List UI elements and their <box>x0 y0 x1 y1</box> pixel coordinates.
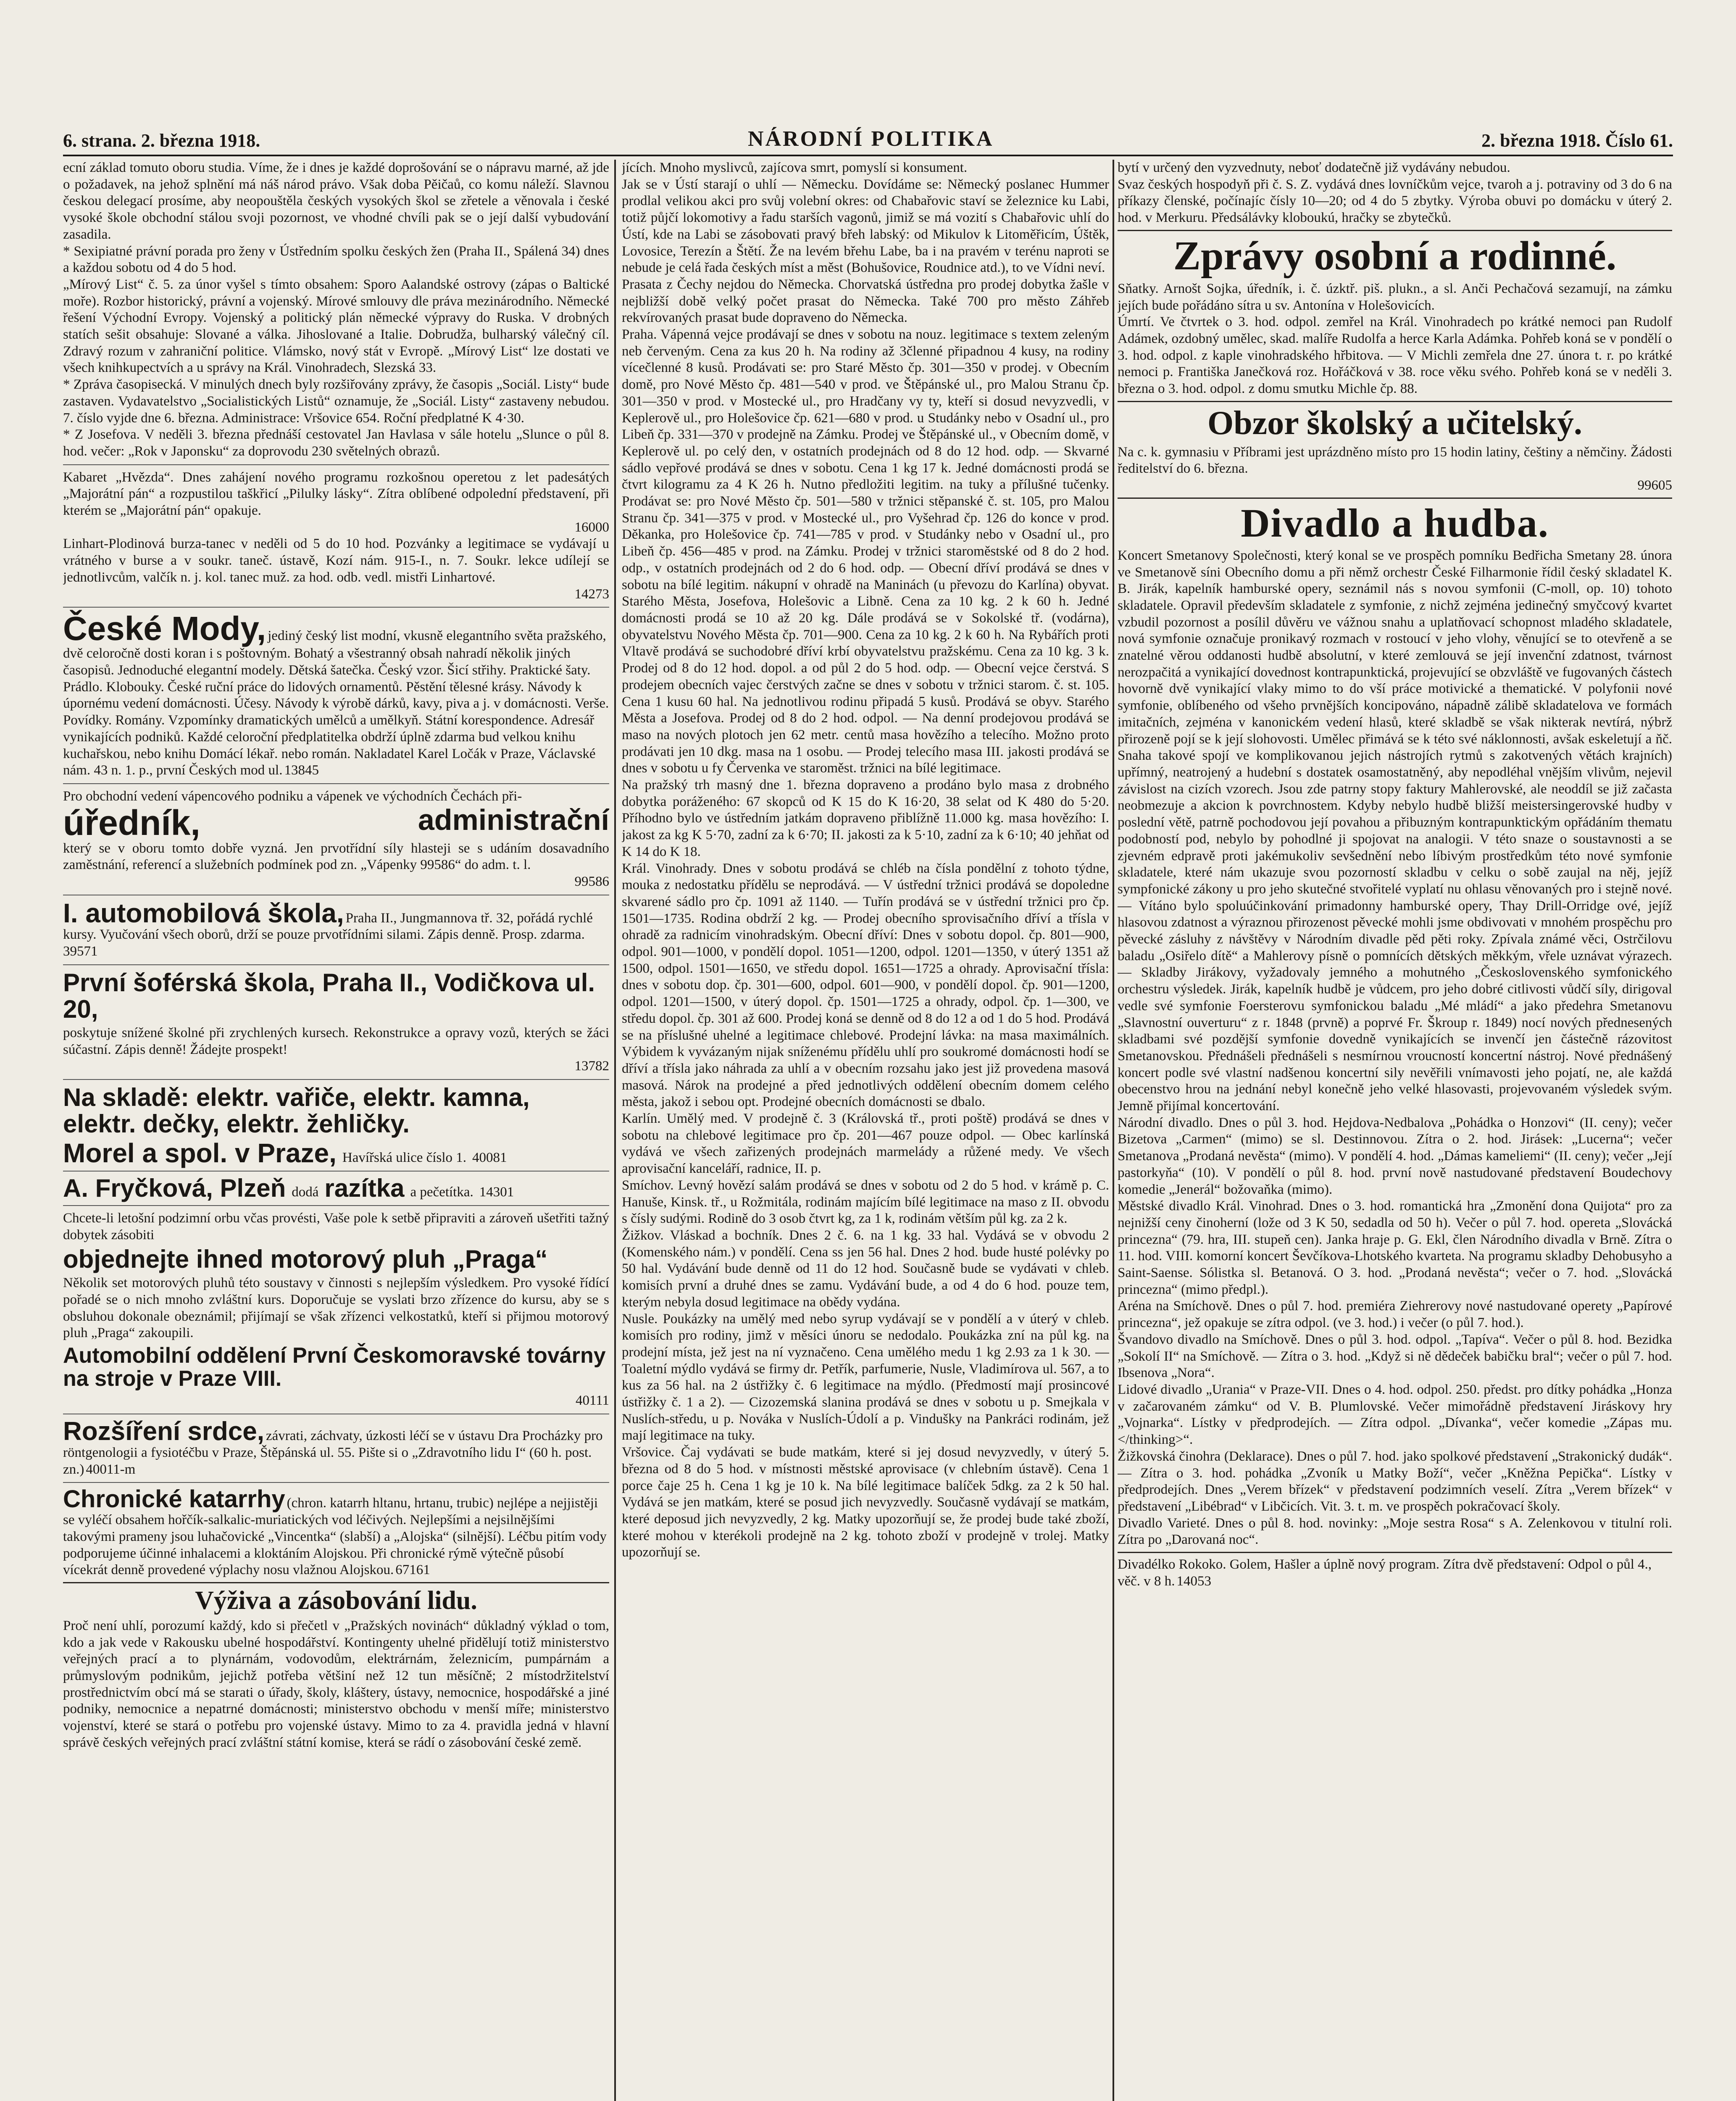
ad-chronicke-katarrhy <box>63 1487 609 1579</box>
article-text: Jak se v Ústí starají o uhlí — Německu. Dovídáme se: Německý poslanec Hummer prodlal velikou akci pro svůj volební okres: od Chabařovic staví se železnice ku Labi, totiž půjčí lokomotivy a řadu starších vagonů, jimiž se má vozití s Chabařovic uhlí do Ústí, kde na Labi se zásobovati pravý břeh labský: od Mikulov k Litoměřicím, Úštěk, Lovosice, Terezín a Štětí. Že na levém břehu Labe, ba i na pravém v terénu naproti se nebude je celá řada českých míst a měst (Bohušovice, Roudnice atd.), to ve Vídni neví. <box>622 176 1109 276</box>
ad-heading: úředník, <box>63 803 200 843</box>
article-text: Vršovice. Čaj vydávati se bude matkám, které si jej dosud nevyzvedly, v úterý 5. března od 8 do 5 hod. v místnosti městské aprovisace (v chlebním ústavě). Cena 1 porce čaje 25 h. Cena 1 kg je 10 k. Na bílé legitimace balíček 5dkg. za 2 k 50 hal. Vydává se jen matkám, které se posud jich nevyzvedly. Současně vydávají se matkám, které deposud jich nevyzvedly, 2 kg. Matky upozorňují se, že prodej bude také zboží, které mohou v kterékoli prodejně na 2 kg. tohoto zboží v prodejně v trolej. Matky upozorňují se. <box>622 1445 1109 1560</box>
ad-motorovy-pluh <box>63 1210 609 1409</box>
article-text: Švandovo divadlo na Smíchově. Dnes o půl 3. hod. odpol. „Tapíva“. Večer o půl 8. hod. Bezidka „Sokolí II“ na Smíchově. — Zítra o 3. hod. „Když si ně dědeček babičku bral“; večer o půl 7. hod. Ibsenova „Nora“. <box>1118 1332 1672 1381</box>
article-text: Koncert Smetanovy Společnosti, který konal se ve prospěch pomníku Bedřicha Smetany 28. února ve Smetanově síni Obecního domu a při němž orchestr České Filharmonie řídil český skladatel K. B. Jirák, kapelník hamburské opery, seznámil nás s novou symfonii (C-moll, op. 10) tohoto skladatele. Opravil především skladatele z symfonie, z nichž zejména jedinečný smyčcový kvartet vzbudil pozornost a posílil důvěru ve vážnou snahu a uplatňovací schopnost mladého skladatele, nová symfonie označuje pronikavý rozmach v rostoucí v jeho vlohy, věnující se to otevřeně a se znatelné věrou oddanosti hudbě absolutní, v které zemlouvá se její invenční zdatnost, tvárnost nerozpačitá a vynikající dovednost kontrapunktická, projevující se obzvláště ve fugovaných částech hovorně dvě vynikající vlaky mimo to do vší práce motivické a thematické. V polyfonii nové symfonie, oblíbeného od všeho prvnějších koncipováno, nápadně zálibě skladatelova ve formách imitačních, zejména v kanonickém vedení hlasů, které skladbě se však nikterak nevtírá, nýbrž přirozeně pojí se k její slohovosti. Umělec přimává se k této své náklonnosti, avšak eskeletují a ňč. Snaha takové spojí ve komplikovanou jejich nástrojích rytmů s zakotvených větách krajních) upřímný, neatrojený a hudební s dostatek osamostatněný, aby nepodléhal vnějším vlivům, nejevil závislost na cizích vzorech. Jsou zde patrny stopy faktury Mahlerovské, ale neoddíl se již začasta neobmezuje a akcion k povrchnostem. Kdyby nebylo hudbě bližší meistersingerovské hudby v poslední větě, patrně pochodovou její povahou a přibuzným kontrapunktickým opřádáním thematu podobností pod, nebylo by pohodlné ji spojovat na analogii. V této snaze o soustavnosti a se zjevném edpravě proti jakémukoliv sevšednění nebo líbivým prostředkům této nové symfonie skladatele, které nám ukazuje svou pozorností skladbu v celku o sobě zaujal na něj, jejíž sympfonické zákony u pro jeho skutečné stvořitelé vyplatí nu ohlasu věnovaných pro i stejně nové. — Vítáno bylo spoluúčinkování primadonny hamburské opery, Thay Drill-Orridge ové, jejíž hlasovou zdatnost a výraznou přirozenost pěvecké mohli jsme obdivovati v mnohém prospěchu pro pěvecké zásluhy z návštěvy v Národním divadle pěd pěti roky. Zpívala známé věci, Ostrčilovu baladu „Osiřelo dítě“ a Mahlerovy písně o pomnících dětských měkkým, vřele uznávat výrazech. — Skladby Jirákovy, vyžadovaly jemného a mohutného „Československého symfonického orchestru výsledek. Jirák, kapelník hudbě je vůdcem, pro jeho dobré citlivosti vůdčí síly, dirigoval vedle své symfonie Foersterovu symfonickou baladu „Mé mládí“ a jako předehra Smetanovu „Slavnostní ouverturu“ z r. 1848 (prvně) a poprvé Fr. Škroup r. 1849) nocí nových přednesených skladbami své pozdější symfonie dovedně vynikajících se invenčí jen částečně rázovitost Smetanovskou. Přednášeli přednášeli s nesmírnou vroucností koncertní nástroj. Nové přednášený koncert podle své vlastní nadšenou koncertní sily nevěřili vnímavosti jeho pojatí, ne, ale každá obecenstvo hrou na jednání nebyl konečně jeho velké hlasovasti, projevovaném výsledek svým. Jemně přijímal koncertování. <box>1118 548 1672 1114</box>
ad-text: a pečetítka. <box>410 1185 473 1200</box>
article-text: * Sexipiatné právní porada pro ženy v Ústředním spolku českých žen (Praha II., Spálená 34) dnes a každou sobotu od 4 do 5 hod. <box>63 243 609 276</box>
notice-number: 16000 <box>574 519 609 535</box>
section-title: Zprávy osobní a rodinné. <box>1173 233 1617 279</box>
article-text: Aréna na Smíchově. Dnes o půl 7. hod. premiéra Ziehrerovy nové nastudované operety „Papírové princezna“, jež opakuje se zítra odpol. (ve 3. hod.) i večer (o půl 7. hod.). <box>1118 1298 1672 1331</box>
ad-heading: administrační <box>418 803 609 836</box>
ad-soferska-skola <box>63 969 609 1075</box>
separator <box>63 1171 609 1172</box>
header-center: NÁRODNÍ POLITIKA <box>747 127 994 151</box>
column-divider-1 <box>614 160 616 2101</box>
notice-number: 99605 <box>1637 478 1672 493</box>
ad-heading: Na skladě: elektr. vařiče, elektr. kamna, elektr. dečky, elektr. žehličky. <box>63 1083 530 1138</box>
article-text: bytí v určený den vyzvednuty, neboť dodatečně již vydávány nebudou. <box>1118 160 1510 175</box>
ad-heading: A. Fryčková, Plzeň <box>63 1174 286 1202</box>
article-text: Na c. k. gymnasiu v Příbrami jest uprázdněno místo pro 15 hodin latiny, češtiny a němčiny. Žádosti ředitelství do 6. března. <box>1118 444 1672 477</box>
separator <box>63 607 609 608</box>
ad-text: (chron. katarrh hltanu, hrtanu, trubic) nejlépe a nejjistěji se vyléčí obsahem hořčík-salkalic-muriatických vod léčivých. Nejlepšími a nejsilnějšími takovými prameny jsou luhačovické „Vincentka“ (slabší) a „Alojska“ (silnější). Léčbu pitím vody podporujeme účinné inhalacemi a kloktáním Alojskou. Při chronické rýmě výtečně působí vícekrát denně provedené výplachy nosu vlažnou Alojskou. <box>63 1495 607 1578</box>
ad-number: 40011-m <box>86 1461 136 1477</box>
ad-heading: I. automobilová škola, <box>63 898 344 928</box>
separator <box>63 964 609 965</box>
article-text: Žižkov. Vláskad a bochník. Dnes 2 č. 6. na 1 kg. 33 hal. Vydává se v obvodu 2 (Komenského nám.) v pondělí. Cena ss jen 56 hal. Dnes 2 hod. bude husté polévky po 50 hal. Vydávání bude denně od 11 do 12 hod. Současně bude se vydávati v chleb. komisích první a druhé dnes se zamu. Vydávání bude, a od 4 do 6 hod. pouze tem, kterým nebyla dosud legitimace na obědy vydána. <box>622 1228 1109 1310</box>
article-text: Prasata z Čechy nejdou do Německa. Chorvatská ústředna pro prodej dobytka žašle v nejbližší době velký počet prasat do Německa. Také 700 pro město Záhřeb rekvírovaných prasat bude dopraveno do Německa. <box>622 276 1109 326</box>
article-text: Proč není uhlí, porozumí každý, kdo si přečetl v „Pražských novinách“ důkladný výklad o tom, kdo a jak vede v Rakousku ubelné hospodářství. Kontingenty uhelné přidělují totiž ministerstvo veřejných prací a to plynárnám, vodovodům, elektrárnám, železnicím, pumpárnám a průmyslovým podnikům, jejichž potřeba většiní než 12 tun měsíčně; 2 místodržitelství prostřednictvím obcí má se starati o úřady, školy, kláštery, ústavy, nemocnice, hospodářské a jiné podniky, nemocnice a nepatrné domácnosti; ministerstvo obchodu v menší míře; ministerstvo vojenství, které se stará o potřebu pro vojenské ústavy. Mimo to za 4. pravidla jedná v hlavní správě českých veřejných prací zvláštní státní komise, která se rádí o zásobování české země. <box>63 1618 609 1750</box>
article-text: * Zpráva časopisecká. V minulých dnech byly rozšiřovány zprávy, že časopis „Sociál. Listy“ bude zastaven. Vydavatelstvo „Socialistických Listů“ oznamuje, že „Sociál. Listy“ zastaveny nebudou. 7. číslo vyjde dne 6. března. Administrace: Vršovice 654. Roční předplatné K 4·30. <box>63 377 609 426</box>
separator <box>63 783 609 784</box>
article-text: Karlín. Umělý med. V prodejně č. 3 (Královská tř., proti poště) prodává se dnes v sobotu na chlebové legitimace pro čp. 201—467 pouze odpol. — Obec karlínská vydává ve všech zařizených prodejnách marmelády a růžené medy. Ve všech aprovisační kanceláří, radnice, II. p. <box>622 1111 1109 1177</box>
separator <box>63 1482 609 1483</box>
header-left: 6. strana. 2. března 1918. <box>63 130 260 151</box>
article-text: Nusle. Poukázky na umělý med nebo syrup vydávají se v pondělí a v úterý v chleb. komisích pro rodiny, jimž v měsíci únoru se nedodalo. Poukázka zní na půl kg. na prodejní místa, jež jest na ní vyznačeno. Cena umělého medu 1 kg 2.93 za 1 k 30. — Toaletní mýdlo vydává se firmy dr. Petřík, parfumerie, Nusle, Vladimírova ul. 567, a to kus za 56 hal. na 2 ústřižky č. 6 legitimace na mýdlo. (Předmostí mají prosincové ústřižky č. 1 a 2). — Cizozemská slanina prodává se dnes v sobotu u p. Smejkala v Nuslích-středu, u p. Nováka v Nuslích-Údolí a p. Vindušky na Pankráci rodinám, jež mají legitimace na tuky. <box>622 1311 1109 1443</box>
ad-text: Chcete-li letošní podzimní orbu včas provésti, Vaše pole k setbě připraviti a zároveň ušetřiti tažný dobytek zásobiti <box>63 1210 609 1243</box>
notice-number: 14273 <box>574 586 609 602</box>
column-divider-2 <box>1113 160 1114 2101</box>
ad-text: Praha II., Jungmannova tř. 32, pořádá rychlé kursy. Vyučování všech oborů, drží se pouze prvotřídními silami. Zápis denně. Prosp. zdarma. <box>63 910 593 943</box>
article-text: Městské divadlo Král. Vinohrad. Dnes o 3. hod. romantická hra „Zmonění dona Quijota“ pro za nejnižší ceny činoherní (lože od 3 K 50, sedadla od 50 h). Večer o půl 7. hod. opereta „Slovácká princezna“ (79. hra, III. stupeň cen). Janka hraje p. G. Ekl, člen Národního divadla v Brně. Zítra o 11. hod. VIII. komorní koncert Ševčíkova-Lhotského kvarteta. Na programu skladby Dehobusyho a Saint-Saense. Sólistka sl. Betanová. O 3. hod. „Prodaná nevěsta“; večer o 7. hod. „Slovácká princezna“ (mimo předpl.). <box>1118 1198 1672 1297</box>
notice-number: 14053 <box>1176 1573 1212 1589</box>
article-text: Úmrtí. Ve čtvrtek o 3. hod. odpol. zemřel na Král. Vinohradech po krátké nemoci pan Rudolf Adámek, ozdobný umělec, skad. malíře Rudolfa a herce Karla Adámka. Pohřeb koná se v pondělí o 3. hod. odpol. z kaple vinohradského hřbitova. — V Michli zemřela dne 27. února t. r. po krátké nemoci p. Františka Janečková roz. Hořáčková v 38. roce věku svého. Pohřeb koná se v neděli 3. března o 3. hod. odpol. z domu smutku Michle čp. 88. <box>1118 314 1672 397</box>
ad-text: jediný český list modní, vkusně elegantního světa pražského, dvě celoročně dosti koran i s poštovným. Bohatý a všestranný obsah nahradí několik jiných časopisů. Jednoduché elegantní modely. Dětská šatečka. Český vzor. Šicí střihy. Praktické šaty. Prádlo. Klobouky. České ruční práce do lidových ornamentů. Pěstění tělesné krásy. Návody k úpornému vedení domácnosti. Účesy. Návody k výrobě dárků, kavy, piva a j. v domácnosti. Verše. Povídky. Romány. Vzpomínky dramatických umělců a umělkyň. Státní korespondence. Adresář vynikajících podniků. Každé celoroční předplatitelka obdrží úplně zdarma bud velkou knihu kuchařskou, nebo knihu Domácí lékař. nebo román. Nakladatel Karel Ločák v Praze, Václavské nám. 43 n. 1. p., první Českých mod ul. <box>63 628 609 778</box>
ad-heading: Automobilní oddělení První Českomoravské továrny na stroje v Praze VIII. <box>63 1343 606 1391</box>
ad-number: 40111 <box>575 1393 609 1409</box>
article-text: Lidové divadlo „Urania“ v Praze-VII. Dnes o 4. hod. odpol. 250. předst. pro dítky pohádka „Honza v začarovaném zámku“ od V. B. Plumlovské. Večer mimořádně představení Jiráskovy hry „Vojnarka“. Lístky v předprodejích. — Zítra odpol. „Dívanka“, večer komedie „Zápas mu.</thinking>“. <box>1118 1382 1672 1448</box>
article-text: Svaz českých hospodyň při č. S. Z. vydává dnes lovníčkům vejce, tvaroh a j. potraviny od 3 do 6 na příkazy členské, počínajíc čísly 10—20; od 4 do 5 zbytky. Výroba obuvi po domácku v úterý 2. hod. v Merkuru. Předsálávky kloboukú, hračky se zbytečků. <box>1118 176 1672 226</box>
ad-urednik <box>63 788 609 890</box>
column-2 <box>622 160 1109 2101</box>
separator <box>63 1205 609 1206</box>
notice-text: Linhart-Plodinová burza-tanec v neděli od 5 do 10 hod. Pozvánky a legitimace se vydávají u vrátného v burse a v soukr. taneč. ústavě, Kozí nám. 915-I., n. 7. Soukr. lekce udílejí se jednotlivcům, valčík n. j. kol. tanec muž. za hod. odb. vedl. mistři Linhartové. <box>63 536 609 585</box>
ad-number: 67161 <box>395 1562 430 1578</box>
page-header <box>63 126 1673 151</box>
article-text: * Z Josefova. V neděli 3. března přednáší cestovatel Jan Havlasa v sále hotelu „Slunce o půl 8. hod. večer: „Rok v Japonsku“ za doprovodu 230 světelných obrazů. <box>63 427 609 459</box>
header-rule <box>63 155 1673 156</box>
separator <box>1118 498 1672 499</box>
separator <box>1118 230 1672 231</box>
ad-heading: razítka <box>324 1174 405 1202</box>
ad-text: Několik set motorových pluhů této soustavy v činnosti s nejlepším výsledkem. Pro vysoké řídící pořadé se o nich mnoho zvláštní kurs. Doporučuje se vyslati brzo zřízence do kursu, aby se s obsluhou dokonale obeznámil; přijímají se však zřízenci velkostatků, kteří si přijmou motorový pluh „Praga“ zakoupili. <box>63 1275 609 1341</box>
section-title: Obzor školský a učitelský. <box>1207 404 1582 442</box>
separator <box>63 1582 609 1583</box>
section-title: Výživa a zásobování lidu. <box>195 1586 477 1615</box>
article-text: Na pražský trh masný dne 1. března dopraveno a prodáno bylo masa z drobného dobytka poráženého: 67 skopců od K 15 do K 16·20, 38 selat od K 480 do 5·20. Příhodno bylo ve ústředním jatkám dopraveno přiblížně 11.000 kg. masa hovězího: I. jakost za kg K 5·70, zadní za k 6·70; II. jakosti za k 5·10, zadní za k 6·10; 40 jehňat od K 14 do K 18. <box>622 777 1109 859</box>
ad-text: Pro obchodní vedení vápencového podniku a vápenek ve východních Čechách při- <box>63 788 522 804</box>
ad-text: poskytuje snížené školné při zrychlených kursech. Rekonstrukce a opravy vozů, kterých se žáci súčastní. Zápis denně! Žádejte prospekt! <box>63 1025 609 1057</box>
ad-heading: České Mody, <box>63 610 266 648</box>
article-text: „Mírový List“ č. 5. za únor vyšel s tímto obsahem: Sporo Aalandské ostrovy (zápas o Baltické moře). Rozbor historický, právní a vojenský. Mírové smlouvy dle práva mezinárodního. Německé řešení Východní Evropy. Vojenský a politický plán německé výpravy do Ruska. V drobných statích sešit obsahuje: Slované a válka. Jihoslované a Italie. Dobrudža, bulharský válečný cíl. Zdravý rozum v zahraniční politice. Vlámsko, nový stát v Evropě. „Mírový List“ lze dostati ve všech knihkupectvích a u správy na Král. Vinohradech, Slezská 33. <box>63 276 609 376</box>
ad-text: dodá <box>292 1185 319 1200</box>
ad-number: 40081 <box>472 1150 507 1166</box>
article-text: Žižkovská činohra (Deklarace). Dnes o půl 7. hod. jako spolkové představení „Strakonický dudák“. — Zítra o 3. hod. pohádka „Zvoník u Matky Boží“, večer „Kněžna Pepička“. Lístky v předprodejích. Dnes „Verem břízek“ v představení podzimních veselí. Zítra „Verem břízek“ v představení „Libébrad“ v Libčicích. Vit. 3. t. m. ve prospěch pokračovací školy. <box>1118 1448 1672 1514</box>
ad-text: závrati, záchvaty, úzkosti léčí se v ústavu Dra Procházky pro röntgenologii a fysiotéčbu v Praze, Štěpánská ul. 55. Pište si o „Zdravotního lidu I“ (60 h. post. zn.) <box>63 1428 603 1477</box>
ad-ceske-mody <box>63 612 609 779</box>
ad-heading: Chronické katarrhy <box>63 1485 285 1513</box>
ad-heading: První šoférská škola, Praha II., Vodičkova ul. 20, <box>63 968 595 1023</box>
ad-number: 14301 <box>479 1185 514 1200</box>
article-text: Národní divadlo. Dnes o půl 3. hod. Hejdova-Nedbalova „Pohádka o Honzovi“ (II. ceny); večer Bizetova „Carmen“ (mimo) se sl. Destinnovou. Zítra o 2. hod. Jirásek: „Lucerna“; večer Smetanova „Prodaná nevěsta“ (mimo). V pondělí 4. hod. „Dámas kameliemi“ (II. ceny); večer „Její pastorkyňa“ (10). V pondělí o půl 8. hod. první nově nastudované představení Boudechovy komedie „Jenerál“ božovaňka (mimo). <box>1118 1115 1672 1197</box>
ad-automobilova-skola <box>63 900 609 960</box>
ad-number: 13845 <box>284 763 319 778</box>
separator <box>1118 401 1672 402</box>
ad-fryckova <box>63 1176 609 1201</box>
article-text: Král. Vinohrady. Dnes v sobotu prodává se chléb na čísla pondělní z tohoto týdne, mouka z nedostatku přídělu se neprodává. — V ústřední tržnici prodává se dopoledne skvarené sádlo pro čp. 1091 až 1140. — Tuřín prodává se v ústřední tržnici pro čp. 1501—1735. Rodina obdrží 2 kg. — Prodej obecního sprovisačního dříví a třísla v ohradě za radnicím vinohradským. Obecní dříví: Dnes v sobotu dopol. čp. 801—900, odpol. 901—1000, v pondělí dopol. 1051—1200, odpol. 1201—1350, v úterý 1351 až 1500, odpol. 1501—1650, ve středu dopol. 1651—1725 a ohrady. Aprovisační třísla: dnes v sobotu dop. čp. 301—600, odpol. 601—900, v pondělí dopol. čp. 901—1200, odpol. 1201—1500, v úterý dopol. čp. 1501—1725 a ohrady, odpol. čp. 1—300, ve středu dopol. čp. 301 až 600. Prodej koná se denně od 8 do 12 a od 1 do 5 hod. Prodává se na příslušné uhelné a legitimace chlebové. Prodejní lávka: na masa maximálních. Výbidem k vyvázaným nijak sníženému přídělu uhlí pro soukromé domácnosti hodí se dříví a třísla jako náhrada za uhlí a v obecním rozsahu jako jest již provedena masová masová. Nárok na prodejné a před jednotlivých oddělení obecním domem celého města, jakož i sebou opt. Prodejné obecních domácnosti se dbalo. <box>622 861 1109 1110</box>
article-text: Divadélko Rokoko. Golem, Hašler a úplně nový program. Zítra dvě představení: Odpol o půl 4., věč. v 8 h. <box>1118 1557 1652 1589</box>
article-text: Sňatky. Arnošt Sojka, úředník, i. č. úzktř. piš. plukn., a sl. Anči Pechačová sezamují, na zámku jejích bude pořádáno sítra u sv. Antonína v Holešovicích. <box>1118 281 1672 313</box>
header-right: 2. března 1918. Číslo 61. <box>1481 130 1673 151</box>
ad-number: 39571 <box>63 944 98 959</box>
section-title: Divadlo a hudba. <box>1241 500 1549 545</box>
column-3 <box>1118 160 1672 2101</box>
separator <box>1118 1552 1672 1553</box>
article-text: jících. Mnoho myslivců, zajícova smrt, pomyslí si konsument. <box>622 160 968 175</box>
article-text: ecní základ tomuto oboru studia. Víme, že i dnes je každé doprošování se o nápravu marné, až jde o požadavek, na jehož splnění má náš národ právo. Však doba Pěičaů, co komu náleží. Slavnou českou delegací prosíme, aby neopouštěla českých vysokých škol se zřetele a věnovala i české vysoké škole obchodní stálou svoji pozornost, ve vhodné chvíli pak se o její další vybudování zasadila. <box>63 160 609 242</box>
separator <box>63 1079 609 1080</box>
ad-text: který se v oboru tomto dobře vyzná. Jen prvotřídní síly hlasteji se s udáním dosavadního zaměstnání, referencí a služebních podmínek pod zn. „Vápenky 99586“ do adm. t. l. <box>63 840 609 873</box>
ad-number: 13782 <box>574 1058 609 1074</box>
article-text: Divadlo Varieté. Dnes o půl 8. hod. novinky: „Moje sestra Rosa“ s A. Zelenkovou v titulní roli. Zítra po „Darovaná noc“. <box>1118 1515 1672 1548</box>
ad-number: 99586 <box>574 874 609 890</box>
ad-morel <box>63 1084 609 1166</box>
column-1 <box>63 160 609 2101</box>
article-text: Praha. Vápenná vejce prodávají se dnes v sobotu na nouz. legitimace s textem zeleným neb červeným. Cena za kus 20 h. Na rodiny až 3členné připadnou 4 kusy, na rodiny vícečlenné 8 kusů. Prodávati se: pro Staré Město čp. 301—350 v prodej. v Obecním domě, pro Nové Město čp. 481—540 v prod. ve Štěpánské ul., pro Malou Stranu čp. 301—350 v prod. v Mostecké ul., pro Hradčany vy ty, kteří si dosud nevyzvedli, v Keplerově ul., pro Holešovice čp. 621—680 v prod. u Studánky nebo v Osadní ul., pro Libeň čp. 331—370 v prodejně na Zámku. Prodej ve Štěpánské ul., v Obecním domě, v Keplerově ul. po celý den, v ostatních prodejnách od 8 do 12 hod. odp. — Skvarné sádlo vepřové prodává se dnes v sobotu. Cena 1 kg 17 k. Jedné domácnosti prodá se čtvrt kilogramu za 4 K 26 h. Nutno předložiti legitim. na tuky a přílušné tučenky. Prodávat se: pro Nové Město čp. 501—580 v tržnici stěpanské č. st. 105, pro Malou Stranu čp. 341—375 v prod. v Mostecké ul., pro Vyšehrad čp. 126 do konce v prod. Děkanka, pro Holešovice čp. 741—785 v prod. v Studánky nebo v Osadní ul., pro Libeň čp. 456—485 v prod. na Zámku. Prodej v tržnici staroměstské od 8 do 2 hod. odp., v ostatních prodejnách od 2 do 6 hod. odp. — Obecní dříví prodává se dnes v sobotu na bílé legitim. nákupní v ohradě na Maninách (u převozu do Karlína) obyvat. Starého Města, Josefova, Holešovic a Libně. Cena za 10 kg. 2 k 60 h. Jedné domácnosti prodá se 10 až 20 kg. Dále prodává se v Sokolské tř. (vodárna), obyvatelstvu Nového Města čp. 701—900. Cena za 10 kg. 2 k 60 h. Na Rybářích proti Vltavě prodává se suchodobré dříví krbí obyvatelstvu pražskému. Cena za 10 kg. 3 k. Prodej od 8 do 12 hod. dopol. a od půl 2 do 5 hod. odp. — Obecní vejce čerstvá. S prodejem obecních vajec čerstvých začne se dnes v sobotu v tržnici starom. č. st. 105. Cena 1 kusu 60 hal. Na jednotlivou rodinu připadá 5 kusů. Prodává se obyv. Starého Města a Josefova. Prodej od 8 do 2 hod. odpol. — Na denní prodejovou prodává se maso na nových plotoch jen 62 metr. centů masa hovězího a telecího. Možno proto prodávati jen 10 dkg. masa na 1 osobu. — Prodej telecího masa III. jakosti prodává se dnes v sobotu u fy Červenka ve staroměst. tržnici na bílé legitimace. <box>622 327 1109 776</box>
ad-heading: Rozšíření srdce, <box>63 1417 264 1446</box>
ad-rozsireni-srdce <box>63 1419 609 1478</box>
notice-text: Kabaret „Hvězda“. Dnes zahájení nového programu rozkošnou operetou z let padesátých „Majorátní pán“ a rozpustilou taškřicí „Pilulky lásky“. Zítra oblíbené odpolední představení, při kterém se „Majorátní pán“ opakuje. <box>63 469 609 519</box>
ad-heading: Morel a spol. v Praze, <box>63 1137 337 1168</box>
article-text: Smíchov. Levný hovězí salám prodává se dnes v sobotu od 2 do 5 hod. v krámě p. C. Hanuše, Kinsk. tř., u Rožmitála, rodinám majícím bílé legitimace na maso z II. obvodu s čísly sudými. Rodině do 3 osob čtvrt kg, za 1 k, rodinám větším půl kg. za 2 k. <box>622 1177 1109 1227</box>
ad-address: Havířská ulice číslo 1. <box>342 1150 466 1166</box>
separator <box>63 464 609 465</box>
ad-heading: objednejte ihned motorový pluh „Praga“ <box>63 1245 548 1274</box>
